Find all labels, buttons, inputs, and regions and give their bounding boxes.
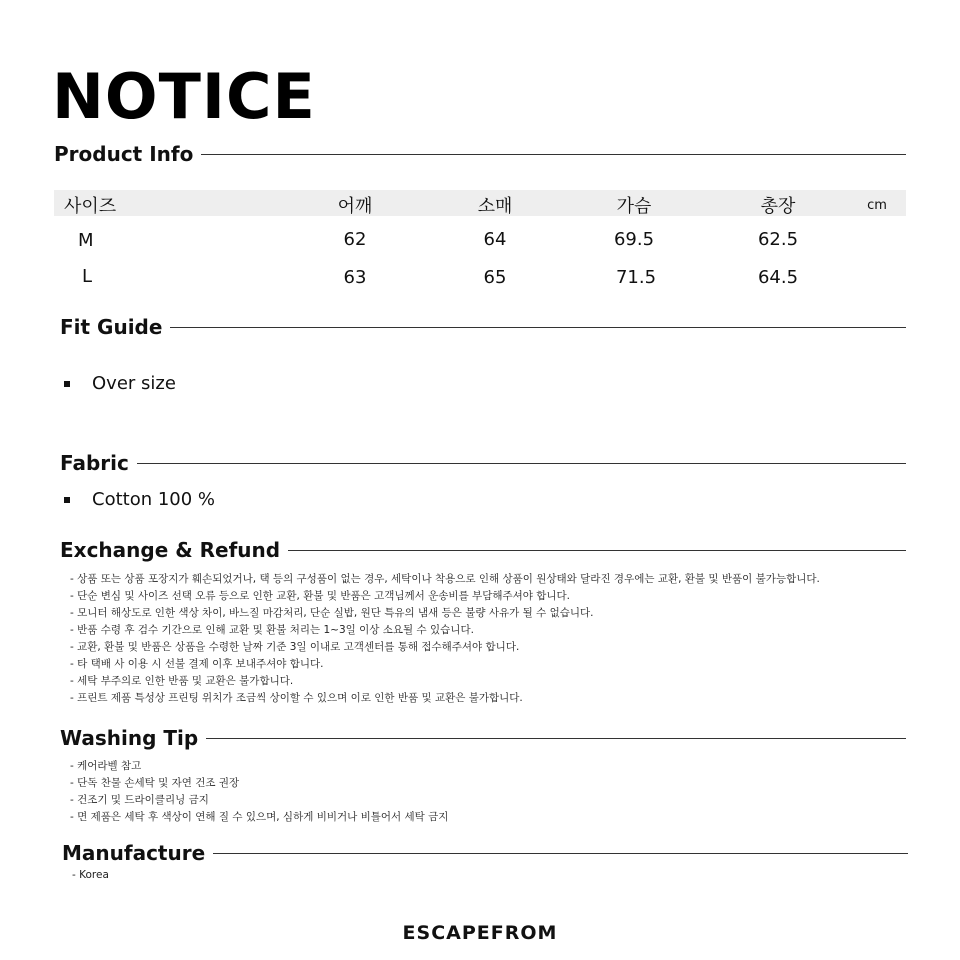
list-item: - 단순 변심 및 사이즈 선택 오류 등으로 인한 교환, 환불 및 반품은 고객님께서 운송비를 부담해주셔야 합니다. [70,590,571,602]
section-fit-guide [60,315,906,339]
washing-list [70,758,448,826]
bullet-icon [64,497,70,503]
list-item: - 모니터 해상도로 인한 색상 차이, 바느질 마감처리, 단순 실밥, 원단 특유의 냄새 등은 불량 사유가 될 수 없습니다. [70,607,594,619]
exchange-list [70,571,820,707]
fit-guide-value: Over size [92,373,176,394]
section-title: Fabric [60,451,129,475]
divider [137,463,906,464]
list-item [60,489,215,510]
bullet-icon [64,381,70,387]
table-cell: 64.5 [757,267,799,288]
table-cell: 62.5 [757,229,799,250]
list-item: - 세탁 부주의로 인한 반품 및 교환은 불가합니다. [70,675,294,687]
list-item: - 상품 또는 상품 포장지가 훼손되었거나, 택 등의 구성품이 없는 경우, 세탁이나 착용으로 인해 상품이 원상태와 달라진 경우에는 교환, 환불 및 반품이 불가능합니다. [70,573,820,585]
table-header-cell: 어깨 [337,196,373,217]
manufacture-list [72,867,109,884]
table-cell: M [78,230,94,251]
section-manufacture [62,841,908,865]
divider [288,550,906,551]
section-title: Exchange & Refund [60,538,281,562]
section-exchange-refund [60,538,906,562]
fabric-value: Cotton 100 % [92,489,216,510]
list-item: - 반품 수령 후 검수 기간으로 인해 교환 및 환불 처리는 1~3일 이상 소요될 수 있습니다. [70,624,474,636]
table-cell: 62 [343,229,367,250]
table-cell: 63 [343,267,367,288]
list-item: - 건조기 및 드라이클리닝 금지 [70,794,209,806]
section-washing-tip [60,726,906,750]
list-item: - 타 택배 사 이용 시 선불 결제 이후 보내주셔야 합니다. [70,658,324,670]
table-header-cell: 가슴 [616,196,652,217]
table-cell: L [82,266,93,287]
list-item: - 교환, 환불 및 반품은 상품을 수령한 날짜 기준 3일 이내로 고객센터를 통해 접수해주셔야 합니다. [70,641,520,653]
list-item: - 프린트 제품 특성상 프린팅 위치가 조금씩 상이할 수 있으며 이로 인한 반품 및 교환은 불가합니다. [70,692,523,704]
table-header-cell: 사이즈 [64,196,117,217]
section-title: Washing Tip [60,726,199,750]
list-item: - 단독 찬물 손세탁 및 자연 건조 권장 [70,777,240,789]
table-header-cell: 총장 [760,196,796,217]
page-title: NOTICE [52,60,316,133]
list-item: - 면 제품은 세탁 후 색상이 연해 질 수 있으며, 심하게 비비거나 비틀어서 세탁 금지 [70,811,449,823]
section-product-info [54,142,906,166]
section-title: Product Info [54,142,194,166]
list-item: - Korea [72,869,109,881]
table-cell: 64 [483,229,507,250]
table-cell: 69.5 [613,229,655,250]
table-header-cell: 소매 [477,196,513,217]
table-cell: 71.5 [615,267,657,288]
section-fabric [60,451,906,475]
section-title: Fit Guide [60,315,163,339]
table-cell: 65 [483,267,507,288]
section-title: Manufacture [62,841,206,865]
divider [206,738,906,739]
unit-label: cm [867,198,887,213]
divider [213,853,908,854]
divider [170,327,906,328]
divider [201,154,906,155]
brand-logo: ESCAPEFROM [402,922,558,944]
list-item [60,373,176,394]
list-item: - 케어라벨 참고 [70,760,142,772]
